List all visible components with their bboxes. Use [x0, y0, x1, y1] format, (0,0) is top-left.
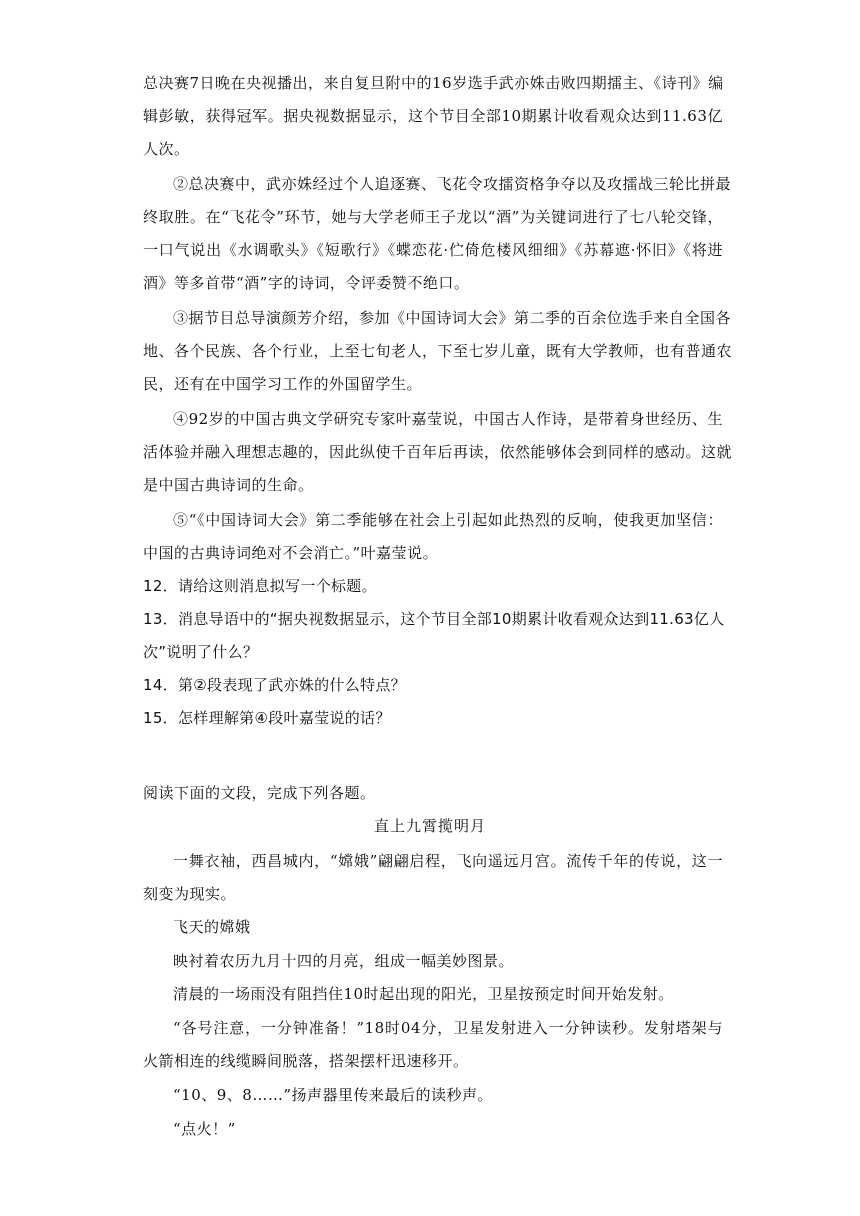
question-13-cont: 次”说明了什么？ [143, 643, 259, 661]
passage1-line: 是中国古典诗词的生命。 [143, 476, 314, 494]
passage1-line: ⑤“《中国诗词大会》第二季能够在社会上引起如此热烈的反响，使我更加坚信： [173, 511, 723, 529]
passage1-line: 中国的古典诗词绝对不会消亡。”叶嘉莹说。 [143, 544, 439, 562]
passage2-line: 映衬着农历九月十四的月亮，组成一幅美妙图景。 [173, 952, 515, 970]
passage1-line: 辑彭敏，获得冠军。据央视数据显示，这个节目全部10期累计收看观众达到11.63亿 [143, 107, 723, 125]
article-title: 直上九霄揽明月 [373, 817, 486, 835]
passage2-line: “10、9、8……”扬声器里传来最后的读秒声。 [173, 1086, 494, 1104]
passage1-line: 酒》等多首带“酒”字的诗词，令评委赞不绝口。 [143, 274, 470, 292]
question-12: 12．请给这则消息拟写一个标题。 [143, 577, 377, 595]
passage2-line: “点火！” [173, 1120, 236, 1138]
passage2-line: 清晨的一场雨没有阻挡住10时起出现的阳光，卫星按预定时间开始发射。 [173, 985, 674, 1003]
passage1-line: 地、各个民族、各个行业，上至七旬老人，下至七岁儿童，既有大学教师，也有普通农 [143, 342, 733, 360]
passage1-line: 民，还有在中国学习工作的外国留学生。 [143, 375, 423, 393]
passage2-line: 一舞衣袖，西昌城内，“嫦娥”翩翩启程，飞向遥远月宫。流传千年的传说，这一 [173, 852, 723, 870]
question-15: 15．怎样理解第④段叶嘉莹说的话？ [143, 709, 391, 727]
passage1-line: 总决赛7日晚在央视播出，来自复旦附中的16岁选手武亦姝击败四期擂主、《诗刊》编 [143, 74, 724, 92]
passage1-line: ④92岁的中国古典文学研究专家叶嘉莹说，中国古人作诗，是带着身世经历、生 [173, 410, 723, 428]
passage2-subheading: 飞天的嫦娥 [173, 918, 251, 936]
question-14: 14．第②段表现了武亦姝的什么特点？ [143, 676, 406, 694]
passage1-line: 一口气说出《水调歌头》《短歌行》《蝶恋花·伫倚危楼风细细》《苏幕遮·怀旧》《将进 [143, 241, 723, 259]
passage1-line: 人次。 [143, 140, 190, 158]
passage1-line: ③据节目总导演颜芳介绍，参加《中国诗词大会》第二季的百余位选手来自全国各 [173, 309, 732, 327]
passage2-line: 刻变为现实。 [143, 885, 237, 903]
passage1-line: ②总决赛中，武亦姝经过个人追逐赛、飞花令攻擂资格争夺以及攻擂战三轮比拼最 [173, 175, 732, 193]
question-13: 13．消息导语中的“据央视数据显示，这个节目全部10期累计收看观众达到11.63亿人 [143, 610, 725, 628]
reading-instruction: 阅读下面的文段，完成下列各题。 [143, 784, 376, 802]
passage2-line: “各号注意，一分钟准备！”18时04分，卫星发射进入一分钟读秒。发射塔架与 [173, 1019, 723, 1037]
passage1-line: 活体验并融入理想志趣的，因此纵使千百年后再读，依然能够体会到同样的感动。这就 [143, 443, 733, 461]
passage1-line: 终取胜。在“飞花令”环节，她与大学老师王子龙以“酒”为关键词进行了七八轮交锋， [143, 208, 723, 226]
passage2-line: 火箭相连的线缆瞬间脱落，搭架摆杆迅速移开。 [143, 1052, 469, 1070]
